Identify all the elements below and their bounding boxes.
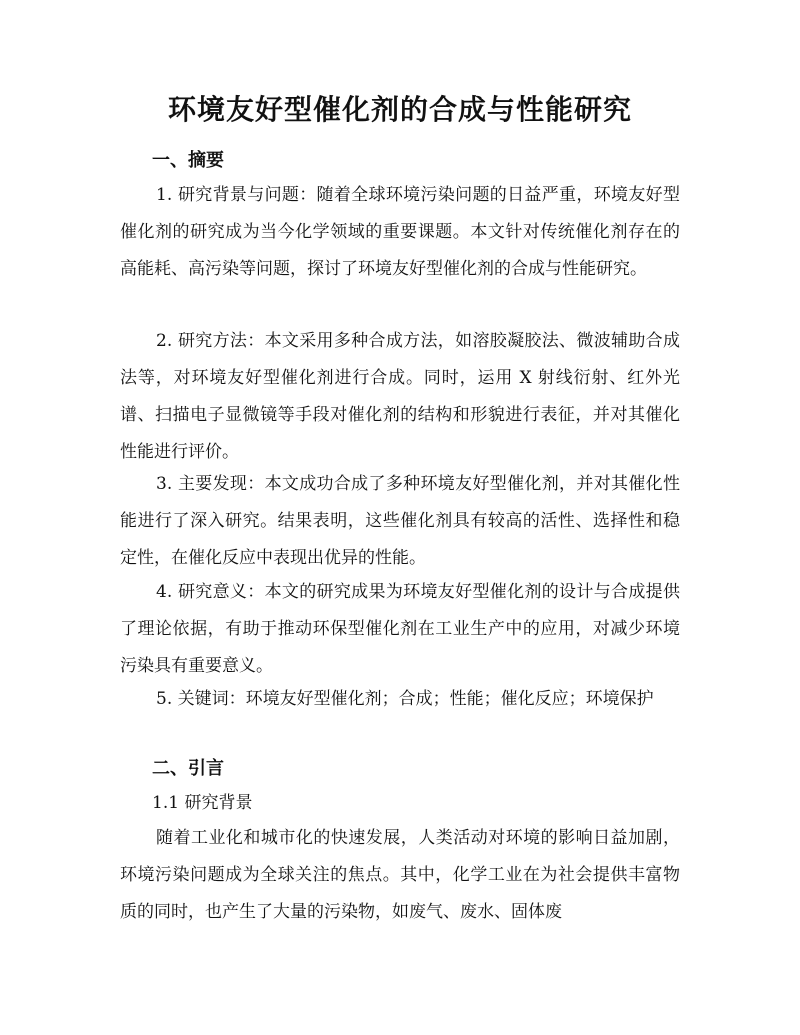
abstract-paragraph-5-keywords: 5. 关键词：环境友好型催化剂；合成；性能；催化反应；环境保护 [156,689,654,709]
section-heading-abstract: 一、摘要 [152,150,224,171]
abstract-paragraph-3: 3. 主要发现：本文成功合成了多种环境友好型催化剂，并对其催化性能进行了深入研究。结果表明，这些催化剂具有较高的活性、选择性和稳定性，在催化反应中表现出优异的性能。 [120,474,680,568]
document-title: 环境友好型催化剂的合成与性能研究 [167,93,632,126]
section-heading-introduction: 二、引言 [152,758,224,779]
abstract-paragraph-1: 1. 研究背景与问题：随着全球环境污染问题的日益严重，环境友好型催化剂的研究成为当今化学领域的重要课题。本文针对传统催化剂存在的高能耗、高污染等问题，探讨了环境友好型催化剂的合成与性能研究。 [120,185,680,279]
introduction-paragraph-1: 随着工业化和城市化的快速发展，人类活动对环境的影响日益加剧，环境污染问题成为全球关注的焦点。其中，化学工业在为社会提供丰富物质的同时，也产生了大量的污染物，如废气、废水、固体废 [120,828,680,922]
subsection-heading-background: 1.1 研究背景 [152,793,253,813]
abstract-paragraph-2: 2. 研究方法：本文采用多种合成方法，如溶胶凝胶法、微波辅助合成法等，对环境友好型催化剂进行合成。同时，运用 X 射线衍射、红外光谱、扫描电子显微镜等手段对催化剂的结构和形貌进行表征，并对其催化性能进行评价。 [120,331,680,462]
abstract-paragraph-4: 4. 研究意义：本文的研究成果为环境友好型催化剂的设计与合成提供了理论依据，有助于推动环保型催化剂在工业生产中的应用，对减少环境污染具有重要意义。 [120,582,680,676]
